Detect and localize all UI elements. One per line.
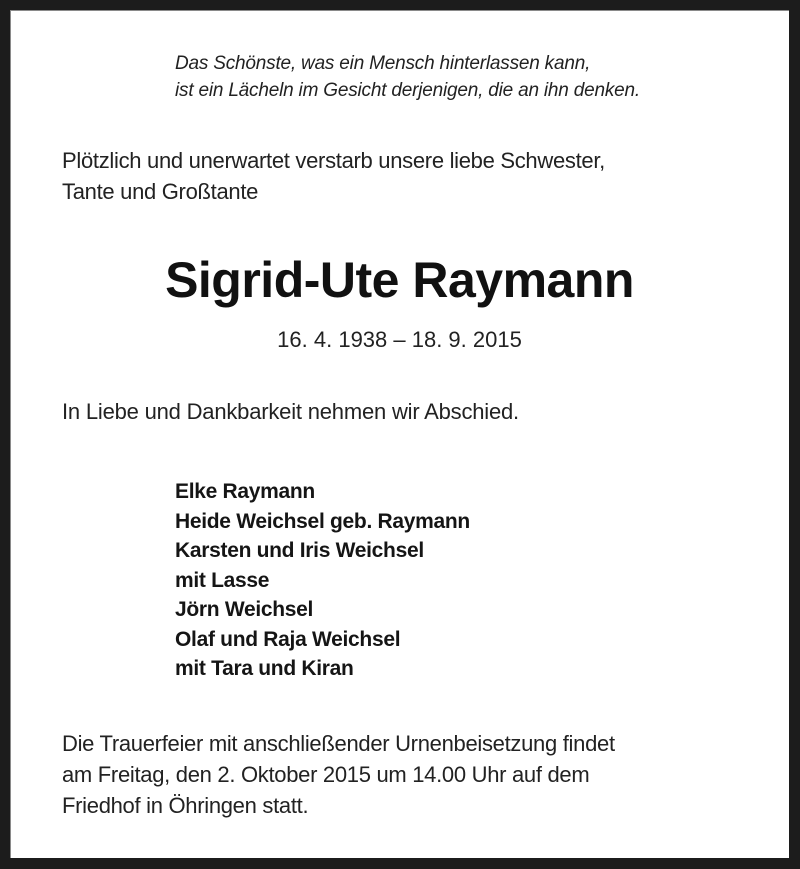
service-line-3: Friedhof in Öhringen statt. xyxy=(62,793,309,818)
life-dates: 16. 4. 1938 – 18. 9. 2015 xyxy=(277,327,522,352)
mourner-item: Jörn Weichsel xyxy=(175,598,314,621)
farewell-text: In Liebe und Dankbarkeit nehmen wir Abschied. xyxy=(62,399,519,424)
quote-line-1: Das Schönste, was ein Mensch hinterlassen kann, xyxy=(175,53,591,74)
intro-line-2: Tante und Großtante xyxy=(62,179,259,204)
mourner-item: Heide Weichsel geb. Raymann xyxy=(175,509,470,533)
mourner-item: mit Tara und Kiran xyxy=(175,657,354,680)
memorial-quote xyxy=(175,50,640,104)
mourners-list xyxy=(175,477,470,684)
service-line-1: Die Trauerfeier mit anschließender Urnenbeisetzung findet xyxy=(62,731,615,756)
mourner-item: Karsten und Iris Weichsel xyxy=(175,539,424,562)
mourner-item: Olaf und Raja Weichsel xyxy=(175,627,401,651)
quote-line-2: ist ein Lächeln im Gesicht derjenigen, die an ihn denken. xyxy=(175,80,640,101)
mourner-item: Elke Raymann xyxy=(175,480,315,503)
announcement-intro xyxy=(62,145,605,207)
service-line-2: am Freitag, den 2. Oktober 2015 um 14.00 Uhr auf dem xyxy=(62,762,590,787)
obituary-notice xyxy=(10,10,789,858)
mourner-item: mit Lasse xyxy=(175,568,270,592)
deceased-name: Sigrid-Ute Raymann xyxy=(165,252,634,308)
intro-line-1: Plötzlich und unerwartet verstarb unsere liebe Schwester, xyxy=(62,148,605,173)
funeral-service-info xyxy=(62,728,615,821)
